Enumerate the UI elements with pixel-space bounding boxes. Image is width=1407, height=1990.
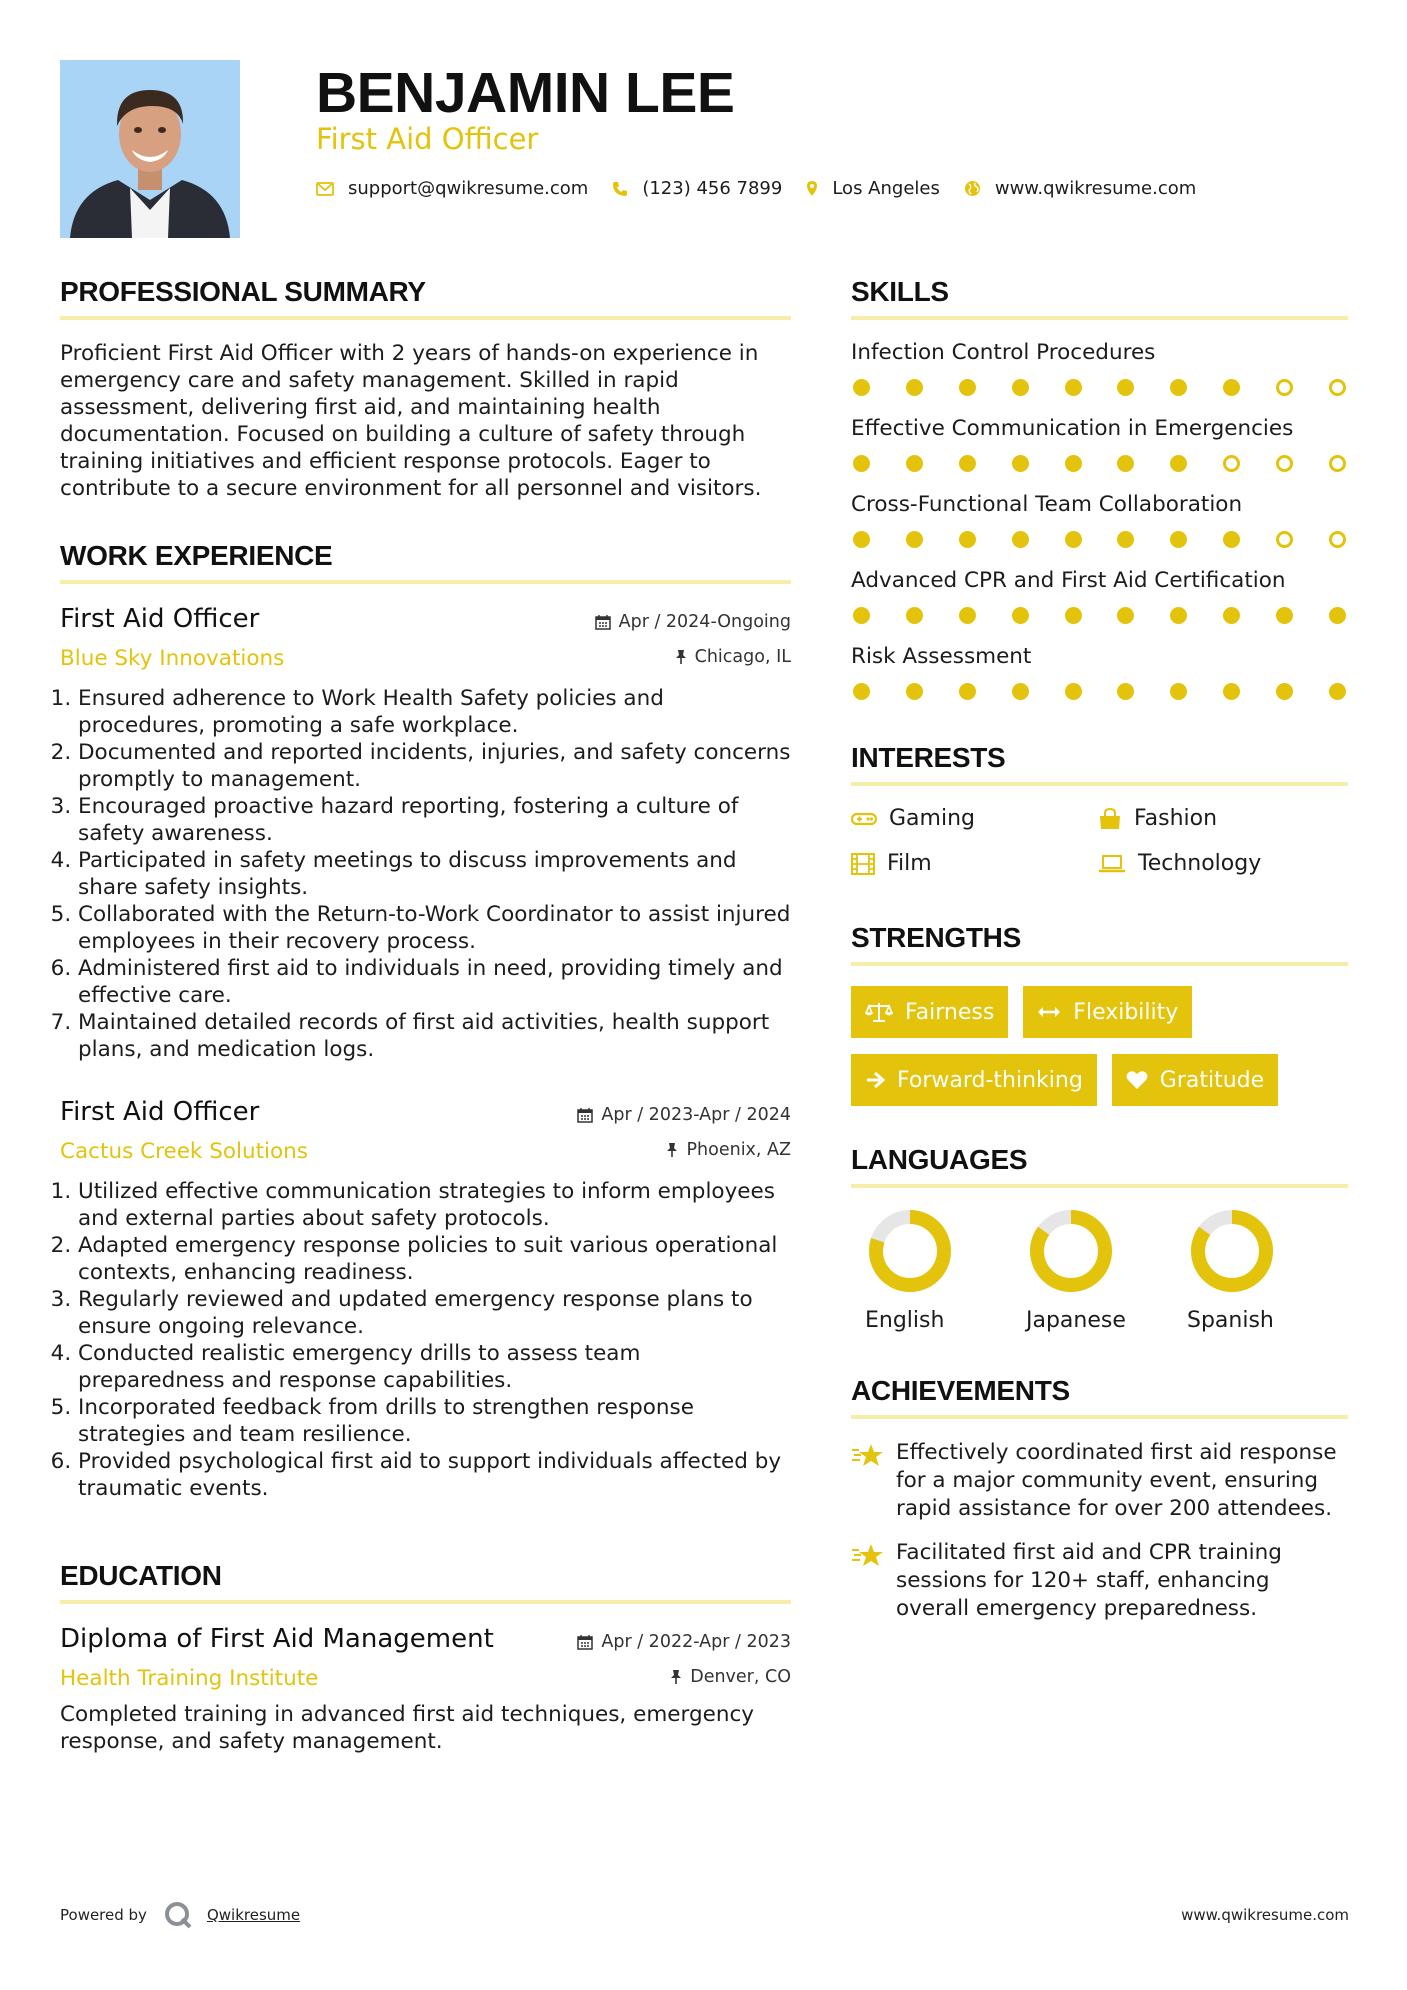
achievement-item: [851, 1539, 1348, 1623]
interest-item: [851, 806, 1098, 831]
skill-dot-filled: [959, 379, 976, 396]
skill-dot-filled: [853, 455, 870, 472]
strength-label: Forward-thinking: [897, 1067, 1083, 1093]
job-location: [675, 647, 791, 667]
skill-item: [851, 568, 1348, 624]
arrows-horizontal-icon: [1037, 1005, 1061, 1019]
footer-website[interactable]: www.qwikresume.com: [1181, 1906, 1349, 1924]
skill-dot-filled: [1117, 379, 1134, 396]
job-bullet: 4. Participated in safety meetings to discuss improvements and share safety insights.: [78, 847, 791, 901]
school-name: Health Training Institute: [60, 1666, 319, 1691]
skill-dot-filled: [1329, 683, 1346, 700]
skill-rating: [851, 455, 1348, 472]
skill-rating: [851, 531, 1348, 548]
skill-dot-filled: [1223, 531, 1240, 548]
strength-tag: [851, 1054, 1097, 1106]
pushpin-icon: [670, 1669, 682, 1685]
profile-photo: [60, 60, 240, 238]
language-ring: [1189, 1208, 1275, 1294]
skill-dot-filled: [1170, 531, 1187, 548]
skill-dot-empty: [1329, 531, 1346, 548]
skill-rating: [851, 379, 1348, 396]
skill-name: Advanced CPR and First Aid Certification: [851, 568, 1286, 593]
skill-dot-filled: [1012, 683, 1029, 700]
work-section: [60, 540, 791, 1502]
education-date-text: Apr / 2022-Apr / 2023: [601, 1632, 791, 1652]
job-company: Blue Sky Innovations: [60, 646, 285, 671]
contact-website[interactable]: [964, 178, 1196, 199]
skill-item: [851, 340, 1348, 396]
skill-dot-filled: [1223, 379, 1240, 396]
achievement-text: Effectively coordinated first aid response for a major community event, ensuring rapid assistance for over 200 attendees.: [896, 1440, 1337, 1521]
job-bullet: 5. Incorporated feedback from drills to strengthen response strategies and team resilience.: [78, 1394, 791, 1448]
email-text: support@qwikresume.com: [348, 178, 589, 199]
education-date: [577, 1632, 791, 1652]
summary-heading: PROFESSIONAL SUMMARY: [60, 276, 791, 320]
skill-dot-empty: [1276, 531, 1293, 548]
skill-name: Effective Communication in Emergencies: [851, 416, 1294, 441]
degree-title: Diploma of First Aid Management: [60, 1624, 494, 1654]
education-heading: EDUCATION: [60, 1560, 791, 1604]
skill-dot-filled: [1065, 607, 1082, 624]
interest-label: Fashion: [1134, 806, 1218, 831]
balance-scale-icon: [865, 1001, 893, 1023]
interest-label: Gaming: [889, 806, 975, 831]
skill-dot-filled: [959, 607, 976, 624]
strength-label: Flexibility: [1073, 999, 1179, 1025]
job-location: [666, 1140, 791, 1160]
laptop-icon: [1098, 854, 1126, 874]
skill-item: [851, 416, 1348, 472]
job-bullet: 1. Ensured adherence to Work Health Safety policies and procedures, promoting a safe workplace.: [78, 685, 791, 739]
interests-list: [851, 806, 1348, 876]
interest-item: [1098, 806, 1348, 831]
skill-dot-filled: [906, 683, 923, 700]
skill-dot-filled: [906, 607, 923, 624]
skill-dot-filled: [853, 379, 870, 396]
language-ring: [867, 1208, 953, 1294]
contact-phone[interactable]: [612, 178, 782, 199]
job-date-text: Apr / 2023-Apr / 2024: [601, 1105, 791, 1125]
job-bullet: 2. Documented and reported incidents, injuries, and safety concerns promptly to management.: [78, 739, 791, 793]
star-badge-icon: [851, 1439, 896, 1523]
language-name: Spanish: [1187, 1308, 1274, 1333]
achievement-item: [851, 1439, 1348, 1523]
skill-dot-filled: [853, 531, 870, 548]
skill-dot-filled: [1223, 683, 1240, 700]
language-name: English: [865, 1308, 945, 1333]
languages-heading: LANGUAGES: [851, 1144, 1348, 1188]
skill-name: Cross-Functional Team Collaboration: [851, 492, 1243, 517]
job-title: First Aid Officer: [60, 604, 260, 634]
skill-item: [851, 492, 1348, 548]
interests-section: [851, 742, 1348, 876]
job-bullet: 4. Conducted realistic emergency drills to assess team preparedness and response capabilities.: [78, 1340, 791, 1394]
skill-dot-filled: [1012, 379, 1029, 396]
education-location-text: Denver, CO: [690, 1667, 791, 1687]
skill-dot-empty: [1223, 455, 1240, 472]
education-description: Completed training in advanced first aid techniques, emergency response, and safety management.: [60, 1702, 754, 1754]
skill-dot-filled: [959, 455, 976, 472]
job-bullet: 6. Provided psychological first aid to support individuals affected by traumatic events.: [78, 1448, 791, 1502]
envelope-icon: [316, 182, 334, 196]
skill-dot-filled: [959, 531, 976, 548]
work-heading: WORK EXPERIENCE: [60, 540, 791, 584]
phone-icon: [612, 181, 628, 197]
contact-location: [806, 178, 940, 199]
heart-icon: [1126, 1070, 1148, 1090]
skill-dot-filled: [1329, 607, 1346, 624]
education-entry: [60, 1624, 791, 1755]
language-item: [1026, 1208, 1187, 1333]
skill-dot-filled: [1170, 455, 1187, 472]
strengths-list: [851, 986, 1348, 1106]
skill-dot-filled: [1170, 379, 1187, 396]
pushpin-icon: [675, 649, 687, 665]
skill-dot-filled: [1117, 683, 1134, 700]
interest-item: [1098, 851, 1348, 876]
strength-tag: [1023, 986, 1192, 1038]
job-bullet: 5. Collaborated with the Return-to-Work Coordinator to assist injured employees in their recovery process.: [78, 901, 791, 955]
skill-dot-filled: [853, 607, 870, 624]
calendar-icon: [595, 614, 611, 630]
interest-item: [851, 851, 1098, 876]
skill-dot-filled: [1012, 607, 1029, 624]
achievements-heading: ACHIEVEMENTS: [851, 1375, 1348, 1419]
job-bullets: [60, 685, 791, 1063]
skill-dot-filled: [1117, 607, 1134, 624]
skill-dot-filled: [1012, 531, 1029, 548]
skill-rating: [851, 607, 1348, 624]
job-bullet: 7. Maintained detailed records of first aid activities, health support plans, and medication logs.: [78, 1009, 791, 1063]
skill-dot-filled: [1276, 607, 1293, 624]
job-bullets: [60, 1178, 791, 1502]
pushpin-icon: [666, 1142, 678, 1158]
job-bullet: 2. Adapted emergency response policies to suit various operational contexts, enhancing readiness.: [78, 1232, 791, 1286]
education-location: [670, 1667, 791, 1687]
footer-powered: [60, 1900, 300, 1930]
job-date-text: Apr / 2024-Ongoing: [618, 612, 791, 632]
skill-dot-empty: [1276, 455, 1293, 472]
calendar-icon: [577, 1107, 593, 1123]
language-item: [865, 1208, 1026, 1333]
job-location-text: Phoenix, AZ: [686, 1140, 791, 1160]
website-text: www.qwikresume.com: [994, 178, 1197, 199]
summary-text: Proficient First Aid Officer with 2 years of hands-on experience in emergency care and safety management. Skilled in rapid assessment, delivering first aid, and maintaining health documentation. Focused on building a culture of safety through training initiatives and efficient response protocols. Eager to contribute to a secure environment for all personnel and visitors.: [60, 341, 762, 501]
skill-dot-filled: [1065, 531, 1082, 548]
right-column: [851, 276, 1348, 1639]
job-bullet: 3. Regularly reviewed and updated emergency response plans to ensure ongoing relevance.: [78, 1286, 791, 1340]
phone-text: (123) 456 7899: [642, 178, 783, 199]
skill-dot-filled: [906, 379, 923, 396]
powered-by-text: Powered by: [60, 1906, 147, 1924]
strengths-heading: STRENGTHS: [851, 922, 1348, 966]
job-date: [577, 1105, 791, 1125]
achievements-section: [851, 1375, 1348, 1623]
strength-label: Gratitude: [1159, 1067, 1265, 1093]
contact-email[interactable]: [316, 178, 588, 199]
location-text: Los Angeles: [832, 178, 940, 199]
qwikresume-logo-icon: [163, 1900, 193, 1930]
job-bullet: 6. Administered first aid to individuals in need, providing timely and effective care.: [78, 955, 791, 1009]
language-ring: [1028, 1208, 1114, 1294]
skill-dot-empty: [1329, 379, 1346, 396]
film-icon: [851, 853, 875, 875]
skill-dot-filled: [853, 683, 870, 700]
language-name: Japanese: [1026, 1308, 1126, 1333]
job-date: [595, 612, 791, 632]
job-title: First Aid Officer: [60, 1097, 260, 1127]
skill-dot-empty: [1329, 455, 1346, 472]
contact-bar: [316, 178, 1220, 199]
skill-dot-filled: [1065, 683, 1082, 700]
skill-dot-filled: [1223, 607, 1240, 624]
skill-dot-filled: [1170, 683, 1187, 700]
skill-item: [851, 644, 1348, 700]
skill-rating: [851, 683, 1348, 700]
map-pin-icon: [806, 180, 818, 197]
star-badge-icon: [851, 1539, 896, 1623]
skills-heading: SKILLS: [851, 276, 1348, 320]
calendar-icon: [577, 1634, 593, 1650]
skill-dot-filled: [1065, 455, 1082, 472]
candidate-name: BENJAMIN LEE: [316, 61, 735, 125]
skill-dot-filled: [1117, 531, 1134, 548]
skill-dot-filled: [959, 683, 976, 700]
skill-dot-filled: [906, 531, 923, 548]
skill-name: Infection Control Procedures: [851, 340, 1156, 365]
interests-heading: INTERESTS: [851, 742, 1348, 786]
gamepad-icon: [851, 811, 877, 827]
summary-section: [60, 276, 791, 502]
skill-dot-filled: [1117, 455, 1134, 472]
shopping-bag-icon: [1098, 808, 1122, 830]
job-bullet: 3. Encouraged proactive hazard reporting, fostering a culture of safety awareness.: [78, 793, 791, 847]
languages-section: [851, 1144, 1348, 1333]
skill-dot-empty: [1276, 379, 1293, 396]
language-item: [1187, 1208, 1348, 1333]
job-location-text: Chicago, IL: [694, 647, 791, 667]
strength-label: Fairness: [905, 999, 995, 1025]
education-section: [60, 1560, 791, 1755]
job-entry: [60, 604, 791, 1063]
skills-section: [851, 276, 1348, 700]
skill-dot-filled: [906, 455, 923, 472]
strengths-section: [851, 922, 1348, 1106]
skill-dot-filled: [1276, 683, 1293, 700]
job-company: Cactus Creek Solutions: [60, 1139, 309, 1164]
job-bullet: 1. Utilized effective communication strategies to inform employees and external parties about safety protocols.: [78, 1178, 791, 1232]
interest-label: Film: [887, 851, 932, 876]
job-entry: [60, 1097, 791, 1502]
skill-dot-filled: [1012, 455, 1029, 472]
arrow-right-icon: [865, 1071, 885, 1089]
skills-list: [851, 340, 1348, 700]
skill-dot-filled: [1065, 379, 1082, 396]
achievement-text: Facilitated first aid and CPR training sessions for 120+ staff, enhancing overall emergency preparedness.: [896, 1540, 1282, 1621]
skill-dot-filled: [1170, 607, 1187, 624]
globe-icon: [964, 180, 981, 197]
languages-list: [851, 1208, 1348, 1333]
skill-name: Risk Assessment: [851, 644, 1032, 669]
strength-tag: [851, 986, 1008, 1038]
qwikresume-link[interactable]: Qwikresume: [206, 1906, 301, 1924]
interest-label: Technology: [1138, 851, 1262, 876]
candidate-title: First Aid Officer: [316, 122, 539, 156]
strength-tag: [1112, 1054, 1278, 1106]
left-column: [60, 276, 791, 1755]
